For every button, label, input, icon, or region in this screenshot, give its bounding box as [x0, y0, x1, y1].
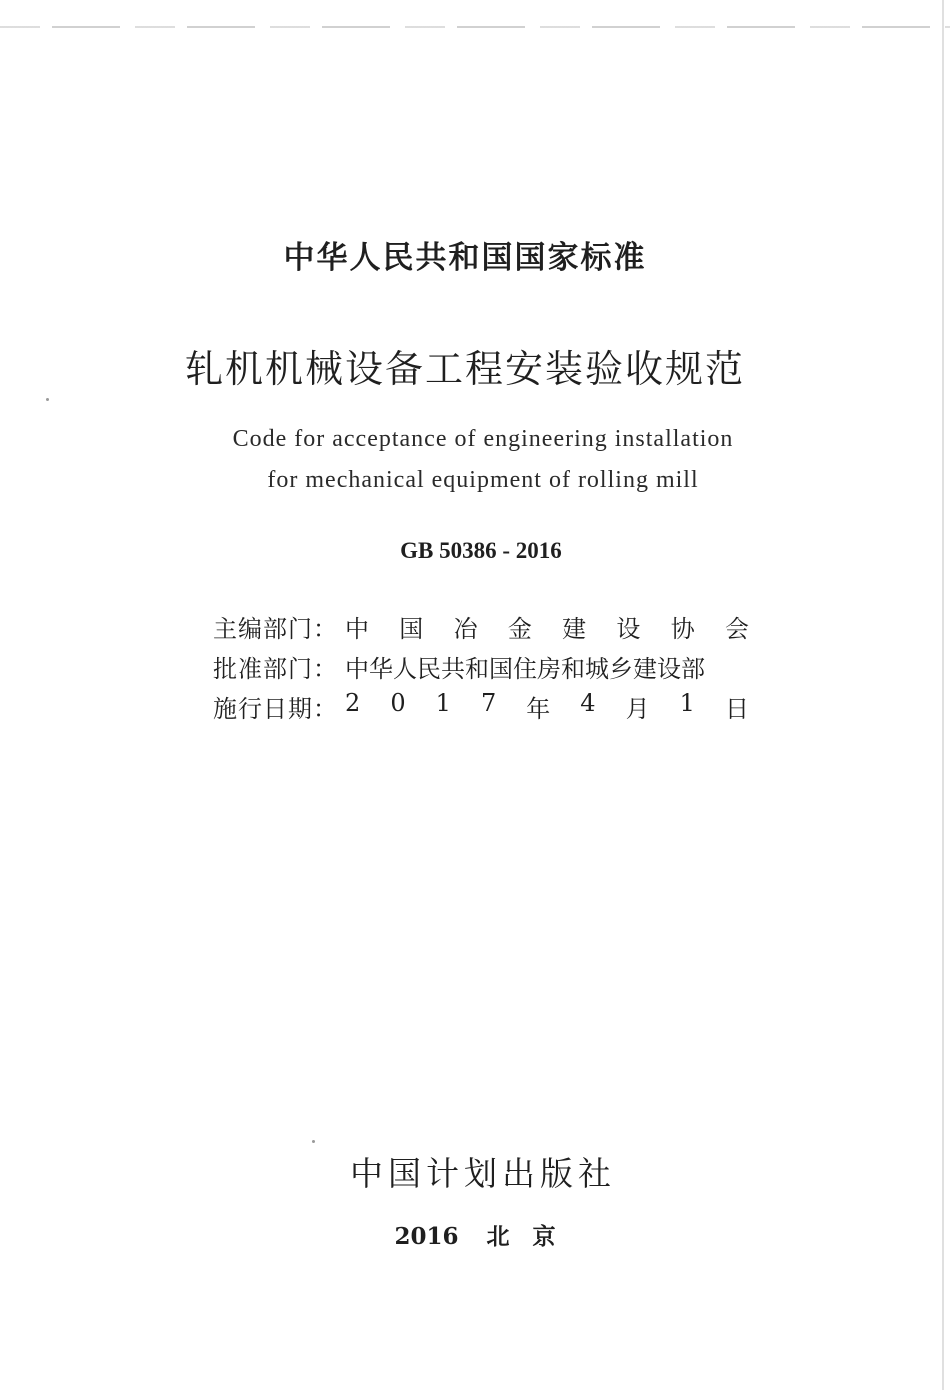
scan-speck [46, 398, 49, 401]
effective-date-value: 2 0 1 7 年 4 月 1 日 [345, 688, 749, 723]
effective-date-label: 施行日期： [213, 694, 338, 723]
scan-speck [312, 1140, 315, 1143]
chief-editor-row [213, 606, 773, 646]
chief-editor-value: 中 国 冶 金 建 设 协 会 [345, 614, 749, 643]
standard-category: 中华人民共和国国家标准 [283, 240, 647, 276]
chief-editor-label: 主编部门： [213, 614, 338, 643]
effective-date-row [213, 686, 773, 726]
approval-label: 批准部门： [213, 654, 338, 683]
publication-year-place [0, 1218, 950, 1251]
publisher-name: 中国计划出版社 [350, 1154, 616, 1193]
publication-info [213, 606, 773, 726]
document-title-zh: 轧机机械设备工程安装验收规范 [184, 347, 745, 391]
approval-row [213, 646, 773, 686]
approval-value: 中华人民共和国住房和城乡建设部 [345, 654, 705, 683]
document-title-en-line1: Code for acceptance of engineering installation [232, 426, 734, 452]
publication-year: 2016 [394, 1223, 459, 1250]
document-title-en-line2: for mechanical equipment of rolling mill [267, 467, 699, 493]
standard-number: GB 50386 - 2016 [400, 538, 562, 563]
publication-city: 北 京 [486, 1223, 556, 1250]
scan-edge-top [0, 26, 950, 28]
